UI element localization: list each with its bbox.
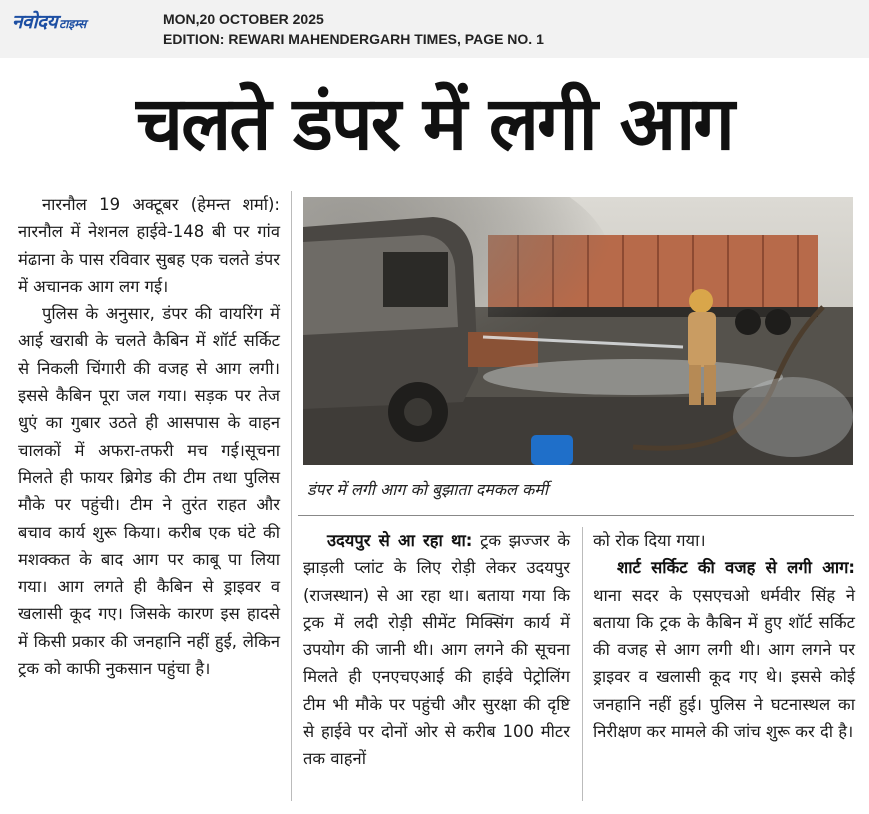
publication-date: MON,20 OCTOBER 2025 [163, 11, 324, 27]
paragraph-intro: नारनौल 19 अक्टूबर (हेमन्त शर्मा): नारनौल में नेशनल हाईवे-148 बी पर गांव मंढाना के पास रविवार सुबह एक चलते डंपर में अचानक आग लग गई। [18, 195, 280, 296]
article-column-2 [303, 527, 570, 773]
logo-suffix: टाइम्स [59, 17, 87, 31]
edition-label: EDITION: REWARI MAHENDERGARH TIMES, PAGE NO. 1 [163, 31, 544, 47]
udaipur-continued: को रोक दिया गया। [593, 531, 706, 550]
paragraph-short-circuit [593, 554, 855, 745]
column-divider [291, 191, 292, 801]
fire-photo [303, 197, 853, 465]
headline: चलते डंपर में लगी आग [136, 81, 733, 167]
short-circuit-text: थाना सदर के एसएचओ धर्मवीर सिंह ने बताया कि ट्रक के कैबिन में हुए शॉर्ट सर्किट की वजह से आग लगी थी। आग लगने पर ड्राइवर व खलासी कूद गए थे। इससे कोई जनहानि नहीं हुई। पुलिस ने घटनास्थल का निरीक्षण कर मामले की जांच शुरू कर दी है। [593, 585, 855, 742]
column-divider-2 [582, 527, 583, 801]
subhead-udaipur: उदयपुर से आ रहा था: [327, 531, 473, 550]
burning-truck-image [303, 197, 853, 465]
subhead-short-circuit: शार्ट सर्किट की वजह से लगी आग: [617, 558, 855, 578]
udaipur-text: ट्रक झज्जर के झाड़ली प्लांट के लिए रोड़ी लेकर उदयपुर (राजस्थान) से आ रहा था। बताया गया कि ट्रक में लदी रोड़ी सीमेंट मिक्सिंग कार्य में उपयोग की जानी थी। आग लगने की सूचना मिलते ही एनएचएआई की हाईवे पेट्रोलिंग टीम भी मौके पर पहुंची और सुरक्षा की दृष्टि से हाईवे पर दोनों ओर से करीब 100 मीटर तक वाहनों [303, 531, 570, 769]
caption-rule [298, 515, 854, 516]
article-column-3 [593, 527, 855, 745]
edition-info [163, 9, 544, 49]
photo-caption: डंपर में लगी आग को बुझाता दमकल कर्मी [307, 480, 548, 499]
page-header [0, 0, 869, 58]
logo-text: नवोदय [12, 11, 58, 33]
newspaper-logo[interactable] [12, 8, 86, 34]
paragraph-police-report: पुलिस के अनुसार, डंपर की वायरिंग में आई खराबी के चलते कैबिन में शॉर्ट सर्किट से निकली चिंगारी की वजह से आग लगी। इससे कैबिन पूरा जल गया। सड़क पर तेज धुएं का गुबार उठते ही आसपास के वाहन चालकों में अफरा-तफरी मच गई।सूचना मिलते ही फायर ब्रिगेड की टीम तथा पुलिस मौके पर पहुंची। टीम ने तुरंत राहत और बचाव कार्य शुरू किया। करीब एक घंटे की मशक्कत के बाद आग पर काबू पा लिया गया। आग लगते ही कैबिन से ड्राइवर व खलासी कूद गए। जिसके कारण इस हादसे में किसी प्रकार की जनहानि नहीं हुई, लेकिन ट्रक को काफी नुकसान पहुंचा है। [18, 304, 280, 679]
paragraph-udaipur [303, 527, 570, 773]
article-column-1 [18, 191, 280, 682]
